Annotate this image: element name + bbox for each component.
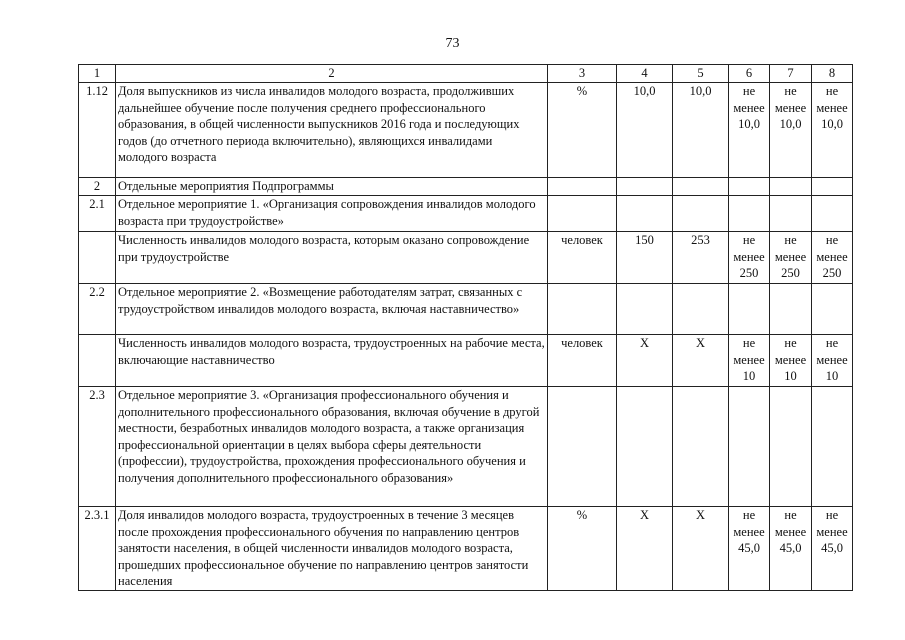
table-row: [79, 284, 853, 335]
header-cell: 3: [548, 65, 617, 83]
target-line: менее: [733, 524, 765, 539]
target-line: менее: [774, 352, 807, 367]
target-line: менее: [816, 352, 848, 367]
target-line: не: [825, 233, 839, 247]
indicator-name: Численность инвалидов молодого возраста, которым оказано сопровождение при трудоустройстве: [116, 232, 548, 284]
indicator-name: Доля инвалидов молодого возраста, трудоустроенных в течение 3 месяцев после прохождения профессионального обучения по направлению центров занятости населения, в общей численности инвалидов молодого возраста, прошедших профессиональное обучение по направлению центров занятости населения: [116, 507, 548, 591]
target-col-6: [729, 387, 770, 507]
value-col-5: [673, 284, 729, 335]
target-col-7: [770, 387, 812, 507]
header-cell: 5: [673, 65, 729, 83]
header-cell: 8: [812, 65, 853, 83]
value-col-4: [617, 387, 673, 507]
target-line: менее: [774, 100, 807, 115]
unit-of-measure: %: [548, 83, 617, 178]
target-col-8: [812, 507, 853, 591]
value-col-4: Х: [617, 335, 673, 387]
row-number: 2.2: [79, 284, 116, 335]
row-number: [79, 232, 116, 284]
target-line: 45,0: [779, 541, 802, 555]
unit-of-measure: [548, 284, 617, 335]
target-col-7: [770, 507, 812, 591]
value-col-4: [617, 196, 673, 232]
row-number: 2.3: [79, 387, 116, 507]
table-row: [79, 335, 853, 387]
table-row: [79, 232, 853, 284]
target-line: менее: [816, 249, 848, 264]
target-col-8: [812, 83, 853, 178]
target-line: менее: [816, 524, 848, 539]
target-line: не: [784, 84, 797, 98]
value-col-4: Х: [617, 507, 673, 591]
target-line: менее: [774, 249, 807, 264]
row-number: 2: [79, 178, 116, 196]
target-col-8: [812, 387, 853, 507]
table-row: [79, 178, 853, 196]
target-col-8: [812, 196, 853, 232]
target-line: не: [784, 508, 797, 522]
target-col-6: [729, 335, 770, 387]
target-line: менее: [733, 249, 765, 264]
value-col-4: 10,0: [617, 83, 673, 178]
target-col-8: [812, 178, 853, 196]
indicators-table: [78, 64, 853, 591]
target-line: менее: [733, 100, 765, 115]
target-line: 250: [781, 266, 800, 280]
target-line: 250: [822, 266, 842, 280]
table-row: [79, 507, 853, 591]
page-number: 73: [445, 36, 460, 51]
unit-of-measure: [548, 196, 617, 232]
target-line: не: [784, 336, 797, 350]
unit-of-measure: [548, 178, 617, 196]
header-cell: 7: [770, 65, 812, 83]
value-col-5: [673, 387, 729, 507]
target-line: 10,0: [779, 117, 802, 131]
target-col-7: [770, 232, 812, 284]
unit-of-measure: человек: [548, 335, 617, 387]
header-row: [79, 65, 853, 83]
target-col-7: [770, 335, 812, 387]
target-col-7: [770, 284, 812, 335]
header-cell: 1: [79, 65, 116, 83]
header-cell: 4: [617, 65, 673, 83]
header-cell: 6: [729, 65, 770, 83]
target-col-7: [770, 196, 812, 232]
indicator-name: Отдельное мероприятие 2. «Возмещение работодателям затрат, связанных с трудоустройством инвалидов молодого возраста, включая наставничество»: [116, 284, 548, 335]
target-line: менее: [774, 524, 807, 539]
target-line: 10: [742, 369, 756, 383]
table-row: [79, 83, 853, 178]
target-line: не: [742, 336, 756, 350]
row-number: [79, 335, 116, 387]
target-col-7: [770, 83, 812, 178]
indicator-name: Численность инвалидов молодого возраста, трудоустроенных на рабочие места, включающие наставничество: [116, 335, 548, 387]
target-line: не: [742, 84, 756, 98]
value-col-5: Х: [673, 335, 729, 387]
value-col-5: [673, 178, 729, 196]
target-col-8: [812, 284, 853, 335]
target-line: менее: [816, 100, 848, 115]
value-col-4: [617, 178, 673, 196]
header-cell: 2: [116, 65, 548, 83]
target-line: не: [825, 508, 839, 522]
value-col-5: 10,0: [673, 83, 729, 178]
indicator-name: Отдельное мероприятие 1. «Организация сопровождения инвалидов молодого возраста при трудоустройстве»: [116, 196, 548, 232]
unit-of-measure: [548, 387, 617, 507]
target-col-6: [729, 507, 770, 591]
indicator-name: Доля выпускников из числа инвалидов молодого возраста, продолживших дальнейшее обучение после получения среднего профессионального образования, в общей численности выпускников 2016 года и последующих годов (до отчетного периода включительно), являющихся инвалидами молодого возраста: [116, 83, 548, 178]
target-line: 45,0: [821, 541, 843, 555]
target-col-6: [729, 178, 770, 196]
target-col-6: [729, 284, 770, 335]
target-col-8: [812, 232, 853, 284]
table-row: [79, 196, 853, 232]
value-col-5: 253: [673, 232, 729, 284]
target-line: не: [825, 336, 839, 350]
target-line: 10: [825, 369, 839, 383]
row-number: 2.1: [79, 196, 116, 232]
unit-of-measure: человек: [548, 232, 617, 284]
target-line: не: [742, 508, 756, 522]
target-line: 10: [784, 369, 797, 383]
target-line: менее: [733, 352, 765, 367]
unit-of-measure: %: [548, 507, 617, 591]
table-row: [79, 387, 853, 507]
row-number: 1.12: [79, 83, 116, 178]
target-line: 10,0: [738, 117, 760, 131]
target-line: не: [742, 233, 756, 247]
target-line: 250: [739, 266, 759, 280]
target-col-6: [729, 232, 770, 284]
target-col-7: [770, 178, 812, 196]
target-line: не: [784, 233, 797, 247]
target-col-6: [729, 83, 770, 178]
indicator-name: Отдельные мероприятия Подпрограммы: [116, 178, 548, 196]
value-col-5: [673, 196, 729, 232]
value-col-5: Х: [673, 507, 729, 591]
value-col-4: [617, 284, 673, 335]
target-col-6: [729, 196, 770, 232]
row-number: 2.3.1: [79, 507, 116, 591]
target-col-8: [812, 335, 853, 387]
value-col-4: 150: [617, 232, 673, 284]
target-line: 45,0: [738, 541, 760, 555]
indicator-name: Отдельное мероприятие 3. «Организация профессионального обучения и дополнительного профессионального образования, включая обучение в другой местности, безработных инвалидов молодого возраста, а также организация профессиональной ориентации в целях выбора сферы деятельности (профессии), трудоустройства, прохождения профессионального обучения и получения дополнительного профессионального образования»: [116, 387, 548, 507]
target-line: не: [825, 84, 839, 98]
target-line: 10,0: [821, 117, 843, 131]
